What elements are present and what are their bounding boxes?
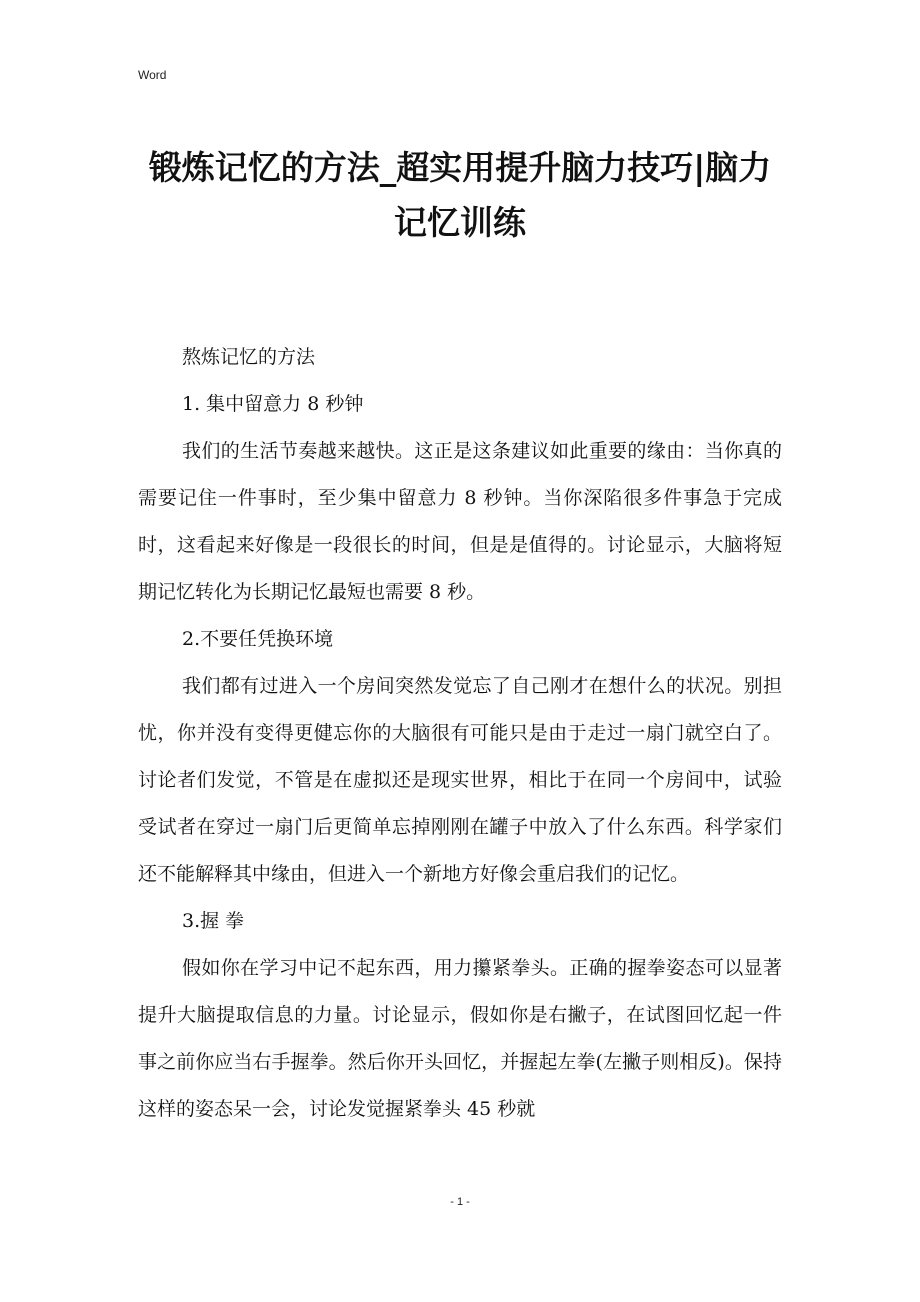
- paragraph-3: 假如你在学习中记不起东西，用力攥紧拳头。正确的握拳姿态可以显著提升大脑提取信息的力量。讨论显示，假如你是右撇子，在试图回忆起一件事之前你应当右手握拳。然后你开头回忆，并握起左拳(左撇子则相反)。保持这样的姿态呆一会，讨论发觉握紧拳头 45 秒就: [138, 957, 782, 1120]
- subheading-3: 3.握 拳: [182, 910, 245, 932]
- header-label: Word: [138, 68, 167, 82]
- page-number: - 1 -: [450, 1196, 470, 1208]
- document-body: [138, 334, 782, 1133]
- subheading-2: 2.不要任凭换环境: [182, 628, 334, 650]
- subheading-1: 1. 集中留意力 8 秒钟: [182, 393, 364, 415]
- document-title: 锻炼记忆的方法_超实用提升脑力技巧|脑力记忆训练: [148, 148, 772, 242]
- section-heading: 熬炼记忆的方法: [182, 346, 316, 368]
- paragraph-2: 我们都有过进入一个房间突然发觉忘了自己刚才在想什么的状况。别担忧，你并没有变得更健忘你的大脑很有可能只是由于走过一扇门就空白了。讨论者们发觉，不管是在虚拟还是现实世界，相比于在同一个房间中，试验受试者在穿过一扇门后更简单忘掉刚刚在罐子中放入了什么东西。科学家们还不能解释其中缘由，但进入一个新地方好像会重启我们的记忆。: [138, 675, 782, 885]
- paragraph-1: 我们的生活节奏越来越快。这正是这条建议如此重要的缘由：当你真的需要记住一件事时，至少集中留意力 8 秒钟。当你深陷很多件事急于完成时，这看起来好像是一段很长的时间，但是是值得的。讨论显示，大脑将短期记忆转化为长期记忆最短也需要 8 秒。: [138, 440, 782, 603]
